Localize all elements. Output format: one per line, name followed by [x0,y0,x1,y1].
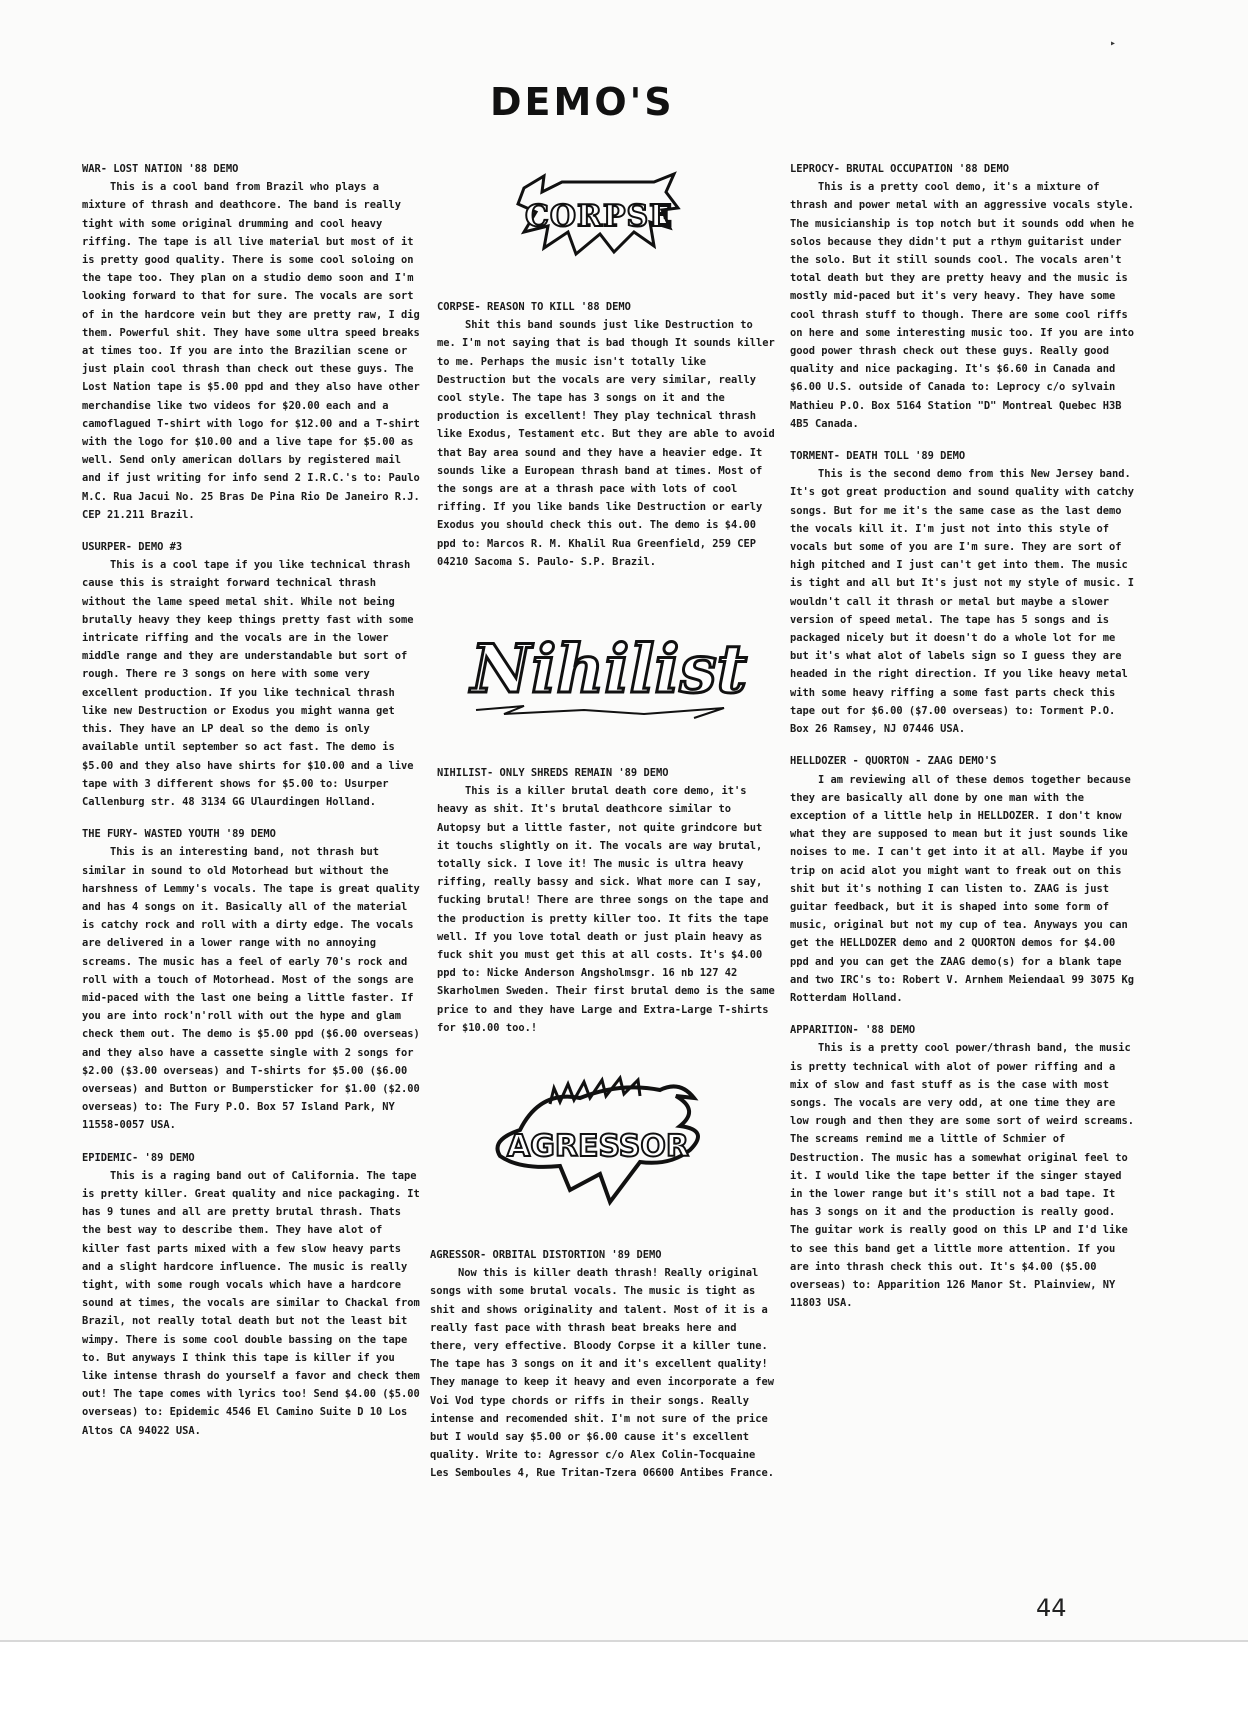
review-body: This is a cool band from Brazil who plays a mixture of thrash and deathcore. The band is really tight with some original drumming and cool heavy riffing. The tape is all live material but most of it is pretty good quality. There is some cool soloing on the tape too. They plan on a studio demo soon and I'm looking forward to that for sure. The vocals are sort of in the hardcore vein but they are pretty raw, I dig them. Powerful shit. They have some ultra speed breaks at times too. If you are into the Brazilian scene or just plain cool thrash than check out these guys. The Lost Nation tape is $5.00 ppd and they also have other merchandise like two videos for $20.00 each and a camoflagued T-shirt with logo for $12.00 and a T-shirt with the logo for $10.00 and a live tape for $5.00 as well. Send only american dollars by registered mail and if just writing for info send 2 I.R.C.'s to: Paulo M.C. Rua Jacui No. 25 Bras De Pina Rio De Janeiro R.J. CEP 21.211 Brazil. [82,181,420,521]
review-title: EPIDEMIC- '89 DEMO [82,1151,195,1164]
review-helldozer [790,752,1136,1007]
review-body: Shit this band sounds just like Destruction to me. I'm not saying that is bad though It sounds killer to me. Perhaps the music isn't totally like Destruction but the vocals are very similar, really cool style. The tape has 3 songs on it and the production is excellent! They play technical thrash like Exodus, Testament etc. But they are able to avoid that Bay area sound and they have a heavier edge. It sounds like a European thrash band at times. Most of the songs are at a thrash pace with lots of cool riffing. If you like bands like Destruction or early Exodus you should check this out. The demo is $4.00 ppd to: Marcos R. M. Khalil Rua Greenfield, 259 CEP 04210 Sacoma S. Paulo- S.P. Brazil. [437,319,775,568]
middle-column-2 [437,764,777,1051]
middle-column-3 [430,1246,776,1497]
page-number: 44 [1036,1594,1067,1622]
review-title: HELLDOZER - QUORTON - ZAAG DEMO'S [790,755,997,768]
agressor-logo-spikes [550,1078,640,1104]
review-torment [790,447,1136,738]
review-body: This is a pretty cool demo, it's a mixture of thrash and power metal with an aggressive vocals style. The musicianship is top notch but it sounds odd when he solos because they didn't put a rthym guitarist under the solo. But it still sounds cool. The vocals aren't total death but they are pretty heavy and the music is mostly mid-paced but it's very heavy. They have some cool thrash stuff to though. There are some cool riffs on here and some interesting music too. If you are into good power thrash check out these guys. Really good quality and nice packaging. It's $6.60 in Canada and $6.00 U.S. outside of Canada to: Leprocy c/o sylvain Mathieu P.O. Box 5164 Station "D" Montreal Quebec H3B 4B5 Canada. [790,181,1135,430]
corpse-logo-text: CORPSE [524,199,674,234]
agressor-logo-text: AGRESSOR [507,1129,689,1164]
review-title: NIHILIST- ONLY SHREDS REMAIN '89 DEMO [437,767,669,779]
nihilist-logo-text: Nihilist [470,630,748,708]
review-body: This is a pretty cool power/thrash band, the music is pretty technical with alot of power riffing and a mix of slow and fast stuff as is the case with most songs. The vocals are very odd, at one time they are low rough and then they are some sort of weird screams. The screams remind me a little of Schmier of Destruction. The music has a somewhat original feel to it. I would like the tape better if the singer stayed in the lower range but it's still not a bad tape. It has 3 songs on it and the production is really good. The guitar work is really good on this LP and I'd like to see this band get a little more attention. If you are into thrash check this out. It's $4.00 ($5.00 overseas) to: Apparition 126 Manor St. Plainview, NY 11803 USA. [790,1042,1135,1310]
scan-margin [0,1640,1248,1720]
review-apparition [790,1021,1136,1312]
review-title: TORMENT- DEATH TOLL '89 DEMO [790,450,966,463]
review-body: This is a cool tape if you like technical thrash cause this is straight forward technical thrash without the lame speed metal shit. While not being brutally heavy they keep things pretty fast with some intricate riffing and the vocals are in the lower middle range and they are understandable but sort of rough. There re 3 songs on here with some very excellent production. If you like technical thrash like new Destruction or Exodus you might wanna get this. They have an LP deal so the demo is only available until september so act fast. The demo is $5.00 and they also have shirts for $10.00 and a live tape with 3 different shows for $5.00 to: Usurper Callenburg str. 48 3134 GG Ulaurdingen Holland. [82,559,414,808]
review-agressor [430,1246,776,1483]
nihilist-logo [464,614,754,724]
middle-column [437,298,777,585]
review-usurper [82,538,420,811]
review-nihilist [437,764,777,1037]
review-title: USURPER- DEMO #3 [82,541,183,554]
review-body: This is an interesting band, not thrash but similar in sound to old Motorhead but without the harshness of Lemmy's vocals. The tape is great quality and has 4 songs on it. Basically all of the material is catchy rock and roll with a dirty edge. The vocals are delivered in a lower range with no annoying screams. The music has a feel of early 70's rock and roll with a touch of Motorhead. Most of the songs are mid-paced with the last one being a little faster. If you are into rock'n'roll with out the hype and glam check them out. The demo is $5.00 ppd ($6.00 overseas) and they also have a cassette single with 2 songs for $2.00 ($3.00 overseas) and T-shirts for $5.00 ($6.00 overseas) and Button or Bumpersticker for $1.00 ($2.00 overseas) to: The Fury P.O. Box 57 Island Park, NY 11558-0057 USA. [82,846,420,1132]
review-body: This is a killer brutal death core demo, it's heavy as shit. It's brutal deathcore similar to Autopsy but a little faster, not quite grindcore but it touchs slightly on it. The vocals are way brutal, totally sick. I love it! The music is ultra heavy riffing, really bassy and sick. What more can I say, fucking brutal! There are three songs on the tape and the production is pretty killer too. It fits the tape well. If you love total death or just plain heavy as fuck shit you must get this at all costs. It's $4.00 ppd to: Nicke Anderson Angsholmsgr. 16 nb 127 42 Skarholmen Sweden. Their first brutal demo is the same price to and they have Large and Extra-Large T-shirts for $10.00 too.! [437,785,775,1034]
review-title: THE FURY- WASTED YOUTH '89 DEMO [82,828,276,841]
review-title: AGRESSOR- ORBITAL DISTORTION '89 DEMO [430,1249,662,1261]
review-epidemic [82,1149,420,1440]
review-body: This is a raging band out of California. The tape is pretty killer. Great quality and nice packaging. It has 9 tunes and all are pretty brutal thrash. Thats the best way to describe them. They have alot of killer fast parts mixed with a few slow heavy parts and a slight hardcore influence. The music is really tight, with some rough vocals which have a hardcore sound at times, the vocals are similar to Chackal from Brazil, not really total death but not the least bit wimpy. There is some cool double bassing on the tape to. But anyways I think this tape is killer if you like intense thrash do yourself a favor and check them out! The tape comes with lyrics too! Send $4.00 ($5.00 overseas) to: Epidemic 4546 El Camino Suite D 10 Los Altos CA 94022 USA. [82,1169,420,1437]
review-title: WAR- LOST NATION '88 DEMO [82,163,239,175]
right-column [790,160,1136,1326]
review-title: APPARITION- '88 DEMO [790,1024,916,1037]
review-leprocy [790,160,1136,433]
corpse-logo [514,168,684,264]
review-body: Now this is killer death thrash! Really original songs with some brutal vocals. The music is tight as shit and shows originality and talent. Most of it is a really fast pace with thrash beat breaks here and there, very effective. Bloody Corpse it a killer tune. The tape has 3 songs on it and it's excellent quality! They manage to keep it heavy and even incorporate a few Voi Vod type chords or riffs in their songs. Really intense and recomended shit. I'm not sure of the price but I would say $5.00 or $6.00 cause it's excellent quality. Write to: Agressor c/o Alex Colin-Tocquaine Les Semboules 4, Rue Tritan-Tzera 06600 Antibes France. [430,1267,775,1480]
corner-mark: ▸ [1110,38,1117,49]
review-the-fury [82,825,420,1134]
review-body: This is the second demo from this New Jersey band. It's got great production and sound quality with catchy songs. But for me it's the same case as the last demo the vocals kill it. I'm just not into this style of vocals but some of you are I'm sure. They are sort of high pitched and I just can't get into them. The music is tight and all but It's just not my style of music. I wouldn't call it thrash or metal but maybe a slower version of speed metal. The tape has 5 songs and is packaged nicely but it doesn't do a whole lot for me but it's what alot of labels sign so I guess they are headed in the right direction. If you like heavy metal with some heavy riffing a some fast parts check this tape out for $6.00 ($7.00 overseas) to: Torment P.O. Box 26 Ramsey, NJ 07446 USA. [790,468,1135,736]
review-title: CORPSE- REASON TO KILL '88 DEMO [437,301,631,313]
review-title: LEPROCY- BRUTAL OCCUPATION '88 DEMO [790,163,1009,175]
review-war [82,160,420,524]
left-column [82,160,420,1454]
review-body: I am reviewing all of these demos together because they are basically all done by one man with the exception of a little help in HELLDOZER. I don't know what they are supposed to mean but it just sounds like noises to me. I can't get into it at all. Maybe if you trip on acid alot you might want to freak out on this shit but it's nothing I can listen to. ZAAG is just guitar feedback, but it is shaped into some form of music, original but not my cup of tea. Anyways you can get the HELLDOZER demo and 2 QUORTON demos for $4.00 ppd and you can get the ZAAG demo(s) for a blank tape and two IRC's to: Robert V. Arnhem Meiendaal 99 3075 Kg Rotterdam Holland. [790,773,1135,1004]
review-corpse [437,298,777,571]
agressor-logo [480,1070,720,1220]
page-title: DEMO'S [490,80,675,124]
